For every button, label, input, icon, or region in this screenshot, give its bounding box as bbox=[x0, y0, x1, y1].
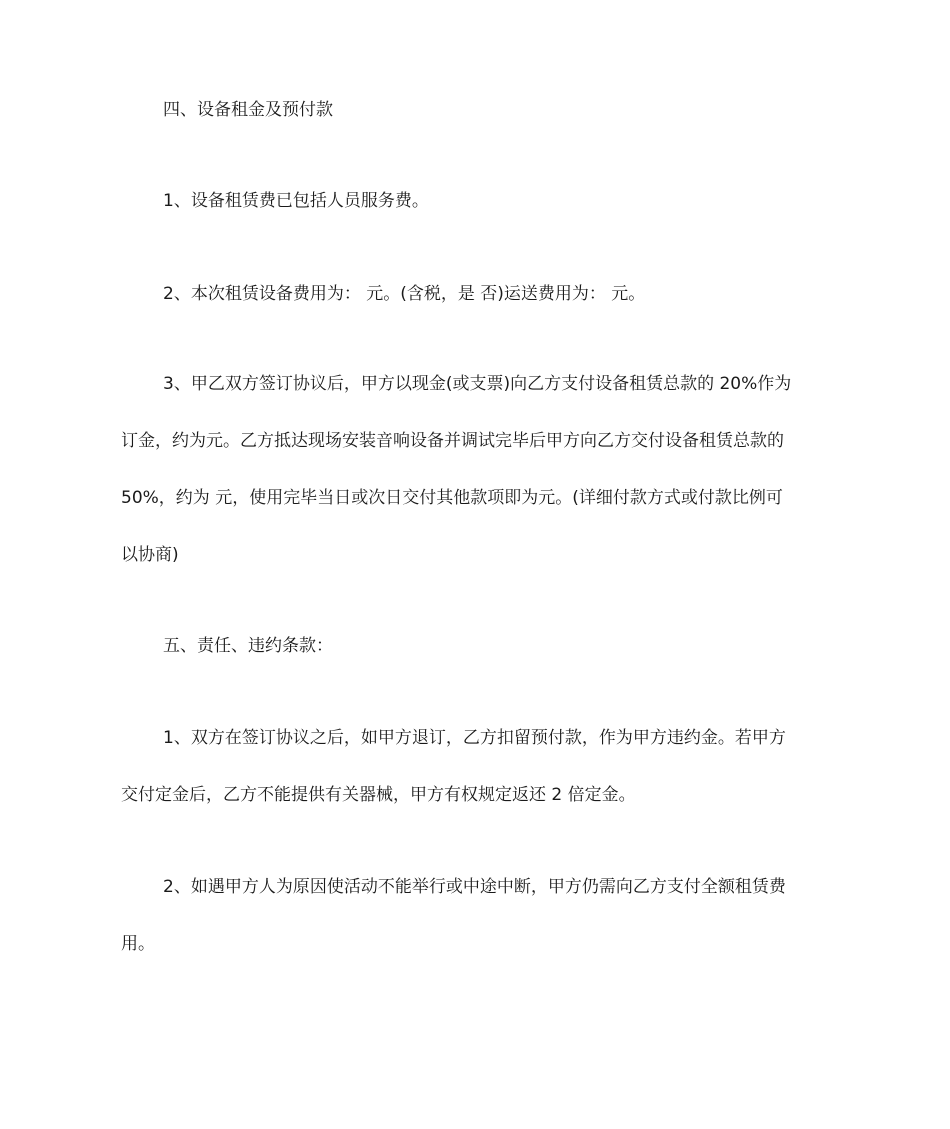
clause-line: 50%，约为 元，使用完毕当日或次日交付其他款项即为元。(详细付款方式或付款比例可 bbox=[121, 488, 783, 508]
clause-cancellation-line-1 bbox=[121, 724, 831, 752]
clause-line: 用。 bbox=[121, 934, 155, 954]
clause-payment-schedule-line-4 bbox=[121, 541, 831, 569]
clause-event-interruption-line-1 bbox=[121, 873, 831, 901]
section-heading-rent-prepayment bbox=[121, 96, 831, 124]
section-heading-liability-breach bbox=[121, 632, 831, 660]
clause-line: 订金，约为元。乙方抵达现场安装音响设备并调试完毕后甲方向乙方交付设备租赁总款的 bbox=[121, 431, 784, 451]
clause-payment-schedule-line-2 bbox=[121, 427, 831, 455]
section-heading-text: 五、责任、违约条款： bbox=[163, 636, 333, 656]
clause-rent-includes-service bbox=[121, 187, 831, 215]
clause-line: 1、双方在签订协议之后，如甲方退订，乙方扣留预付款，作为甲方违约金。若甲方 bbox=[163, 728, 786, 748]
clause-payment-schedule-line-1 bbox=[121, 370, 831, 398]
clause-line: 1、设备租赁费已包括人员服务费。 bbox=[163, 191, 429, 211]
clause-payment-schedule-line-3 bbox=[121, 484, 831, 512]
section-heading-text: 四、设备租金及预付款 bbox=[163, 100, 333, 120]
clause-cancellation-line-2 bbox=[121, 781, 831, 809]
clause-line: 交付定金后，乙方不能提供有关器械，甲方有权规定返还 2 倍定金。 bbox=[121, 785, 636, 805]
clause-line: 以协商) bbox=[121, 545, 179, 565]
clause-rental-fee-amount bbox=[121, 280, 831, 308]
clause-line: 3、甲乙双方签订协议后，甲方以现金(或支票)向乙方支付设备租赁总款的 20%作为 bbox=[163, 374, 792, 394]
clause-line: 2、本次租赁设备费用为： 元。(含税，是 否)运送费用为： 元。 bbox=[163, 284, 646, 304]
clause-line: 2、如遇甲方人为原因使活动不能举行或中途中断，甲方仍需向乙方支付全额租赁费 bbox=[163, 877, 786, 897]
clause-event-interruption-line-2 bbox=[121, 930, 831, 958]
